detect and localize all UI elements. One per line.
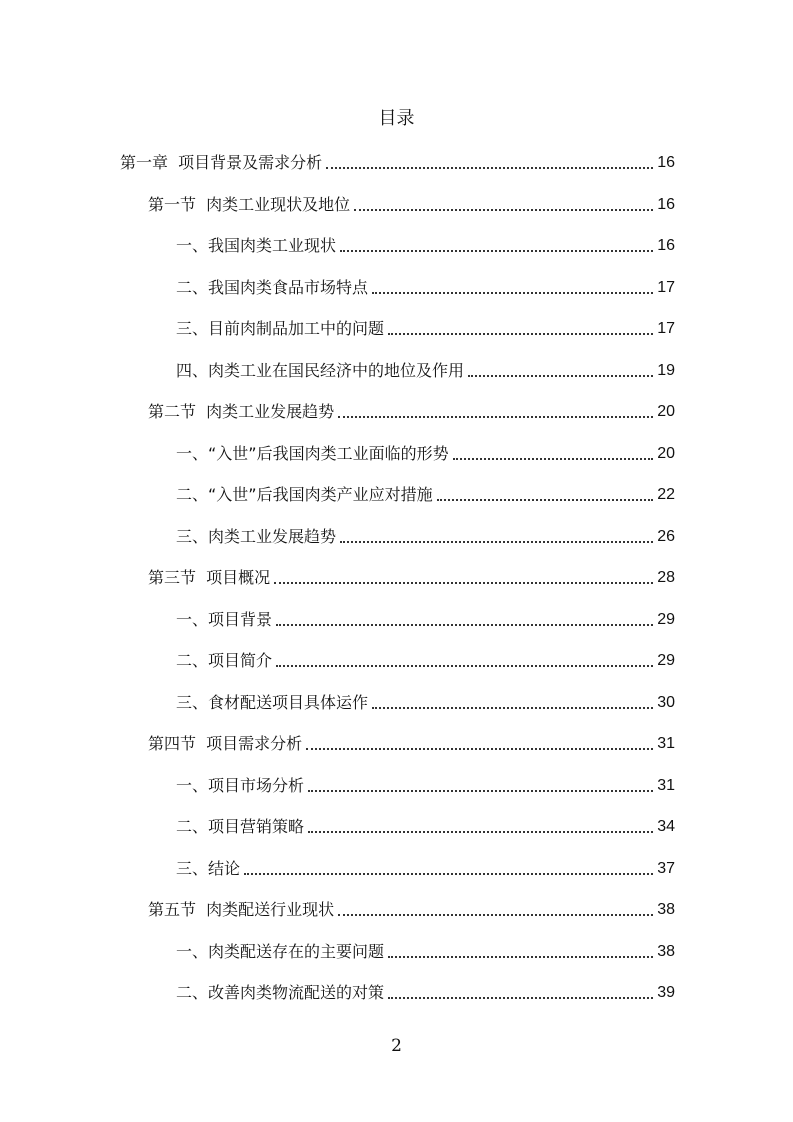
toc-entry-page: 38	[657, 901, 675, 918]
dot-leader	[453, 458, 654, 460]
toc-entry-page: 16	[657, 237, 675, 254]
toc-entry-page: 31	[657, 735, 675, 752]
page-number: 2	[391, 1036, 402, 1056]
dot-leader	[338, 914, 653, 916]
dot-leader	[274, 582, 653, 584]
toc-entry[interactable]	[176, 228, 675, 256]
toc-entry[interactable]	[120, 145, 675, 173]
dot-leader	[326, 167, 653, 169]
toc-entry[interactable]	[148, 726, 675, 754]
toc-entry-label: 一、项目市场分析	[176, 775, 305, 795]
toc-entry-page: 39	[657, 984, 675, 1001]
toc-entry-label: 第一章 项目背景及需求分析	[120, 153, 323, 172]
toc-entry-page: 29	[657, 610, 675, 628]
toc-entry-page: 37	[657, 859, 675, 877]
dot-leader	[308, 790, 653, 792]
dot-leader	[276, 665, 653, 667]
toc-entry-label: 第一节 肉类工业现状及地位	[148, 194, 351, 214]
toc-entry-page: 20	[657, 444, 675, 462]
toc-entry-label: 二、项目营销策略	[176, 817, 305, 836]
toc-entry-label: 二、我国肉类食品市场特点	[176, 277, 369, 297]
dot-leader	[244, 873, 653, 875]
toc-entry-page: 22	[657, 486, 675, 503]
dot-leader	[340, 541, 653, 543]
toc-entry[interactable]	[176, 643, 675, 671]
toc-entry-label: 二、项目简介	[176, 651, 273, 670]
toc-entry-label: 二、改善肉类物流配送的对策	[176, 983, 385, 1002]
toc-entry[interactable]	[148, 394, 675, 422]
toc-entry-page: 17	[657, 320, 675, 337]
toc-entry[interactable]	[176, 353, 675, 381]
toc-entry-label: 三、肉类工业发展趋势	[176, 526, 337, 546]
toc-entry[interactable]	[176, 602, 675, 630]
dot-leader	[308, 831, 653, 833]
toc-entry-label: 四、肉类工业在国民经济中的地位及作用	[176, 360, 465, 380]
dot-leader	[354, 209, 653, 211]
dot-leader	[388, 997, 653, 999]
toc-entry-page: 31	[657, 776, 675, 794]
toc-entry[interactable]	[148, 187, 675, 215]
dot-leader	[338, 416, 653, 418]
dot-leader	[340, 250, 653, 252]
toc-entry-label: 三、目前肉制品加工中的问题	[176, 319, 385, 338]
toc-entry[interactable]	[176, 270, 675, 298]
toc-entry[interactable]	[176, 685, 675, 713]
toc-entry-label: 三、结论	[176, 858, 241, 878]
toc-entry-page: 30	[657, 693, 675, 711]
dot-leader	[388, 956, 653, 958]
toc-entry-page: 20	[657, 403, 675, 420]
toc-entry-label: 三、食材配送项目具体运作	[176, 692, 369, 712]
toc-entry[interactable]	[176, 809, 675, 837]
toc-entry-label: 第三节 项目概况	[148, 568, 271, 587]
toc-entry-label: 一、“入世”后我国肉类工业面临的形势	[176, 443, 449, 463]
page-title: 目录	[378, 108, 415, 129]
toc-entry-page: 26	[657, 527, 675, 545]
toc-entry[interactable]	[176, 311, 675, 339]
toc-entry-page: 38	[657, 942, 675, 960]
toc-entry[interactable]	[176, 519, 675, 547]
toc-entry-label: 一、项目背景	[176, 609, 273, 629]
toc-entry-label: 二、“入世”后我国肉类产业应对措施	[176, 485, 433, 504]
toc-entry-page: 19	[657, 361, 675, 379]
toc-entry[interactable]	[176, 768, 675, 796]
dot-leader	[372, 707, 653, 709]
toc-entry-label: 第二节 肉类工业发展趋势	[148, 402, 335, 421]
toc-entry[interactable]	[176, 934, 675, 962]
toc-entry[interactable]	[176, 436, 675, 464]
toc-entry-label: 一、我国肉类工业现状	[176, 236, 337, 255]
toc-entry-label: 第五节 肉类配送行业现状	[148, 900, 335, 919]
toc-entry[interactable]	[176, 477, 675, 505]
dot-leader	[437, 499, 654, 501]
toc-entry-label: 一、肉类配送存在的主要问题	[176, 941, 385, 961]
toc-entry-page: 16	[657, 195, 675, 213]
toc-entry-label: 第四节 项目需求分析	[148, 734, 303, 753]
toc-entry[interactable]	[176, 975, 675, 1003]
dot-leader	[276, 624, 653, 626]
dot-leader	[388, 333, 653, 335]
dot-leader	[306, 748, 653, 750]
toc-entry-page: 29	[657, 652, 675, 669]
toc-entry-page: 28	[657, 569, 675, 586]
dot-leader	[468, 375, 653, 377]
toc-entry[interactable]	[148, 892, 675, 920]
toc-entry-page: 17	[657, 278, 675, 296]
toc-entry[interactable]	[148, 560, 675, 588]
toc-entry-page: 16	[657, 154, 675, 171]
dot-leader	[372, 292, 653, 294]
toc-entry-page: 34	[657, 818, 675, 835]
toc-entry[interactable]	[176, 851, 675, 879]
